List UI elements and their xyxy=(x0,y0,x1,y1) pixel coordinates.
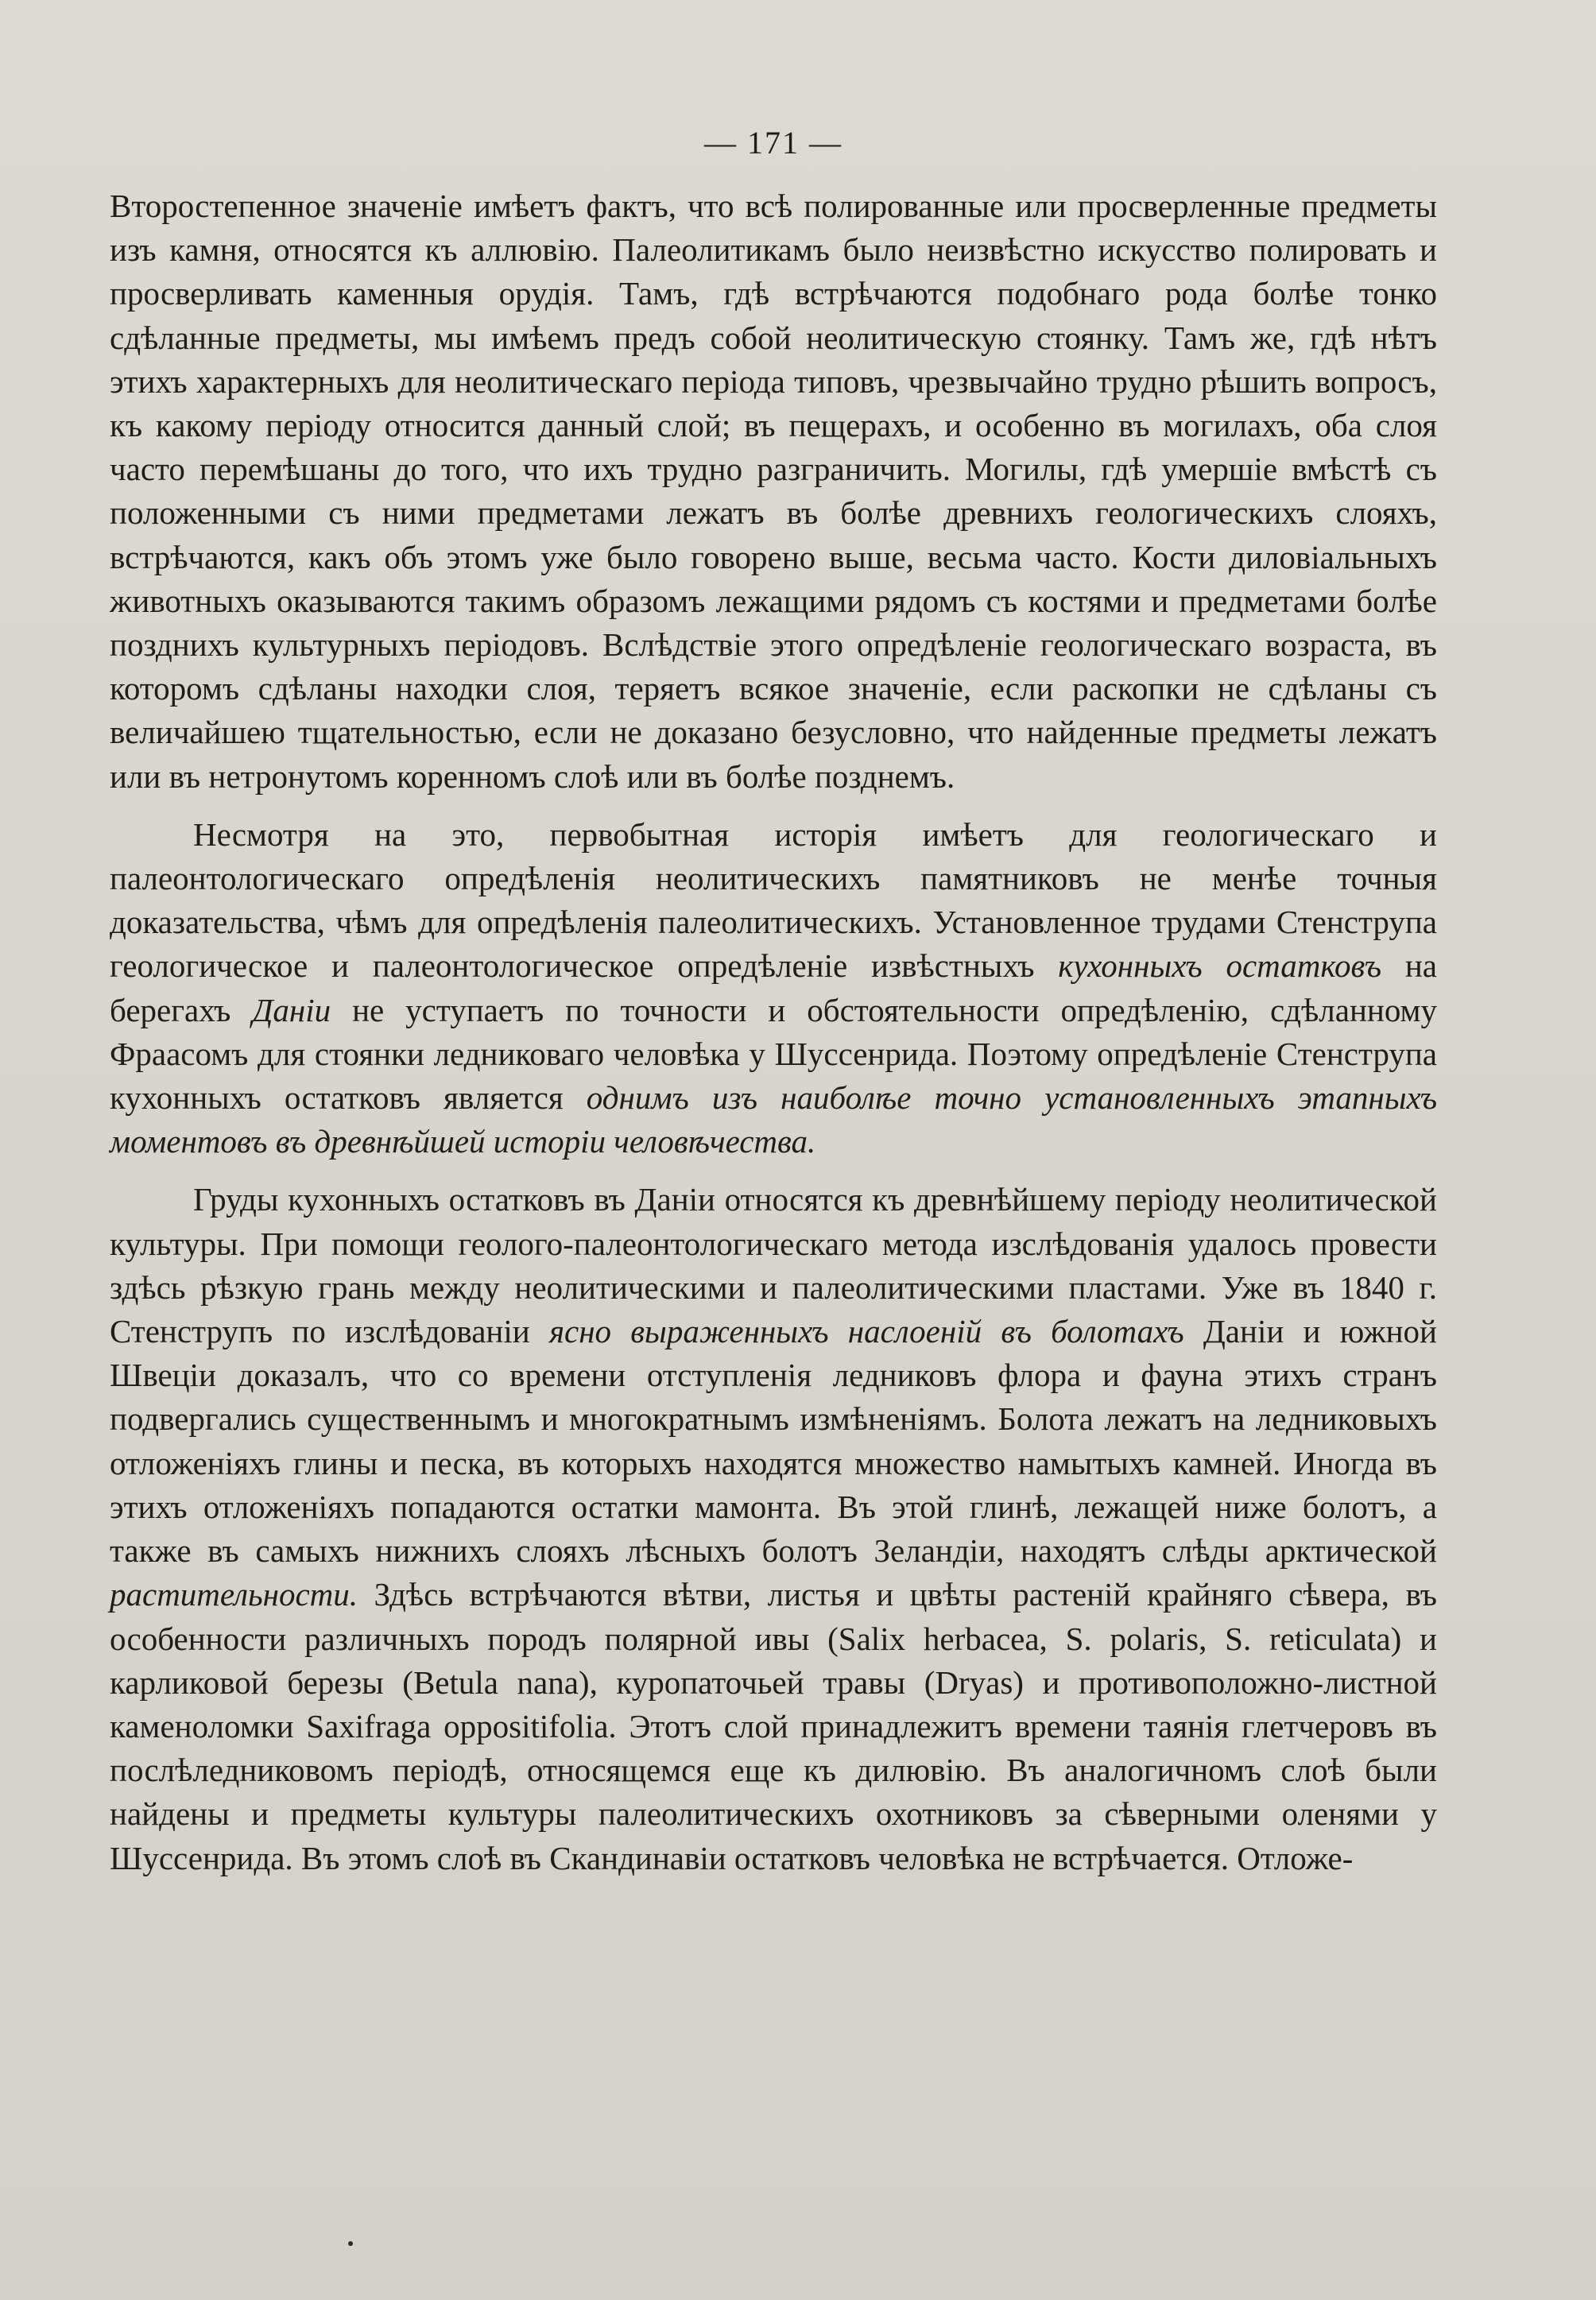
paragraph xyxy=(110,1178,1437,1880)
paragraph xyxy=(110,813,1437,1164)
text-run: Несмотря на это, первобытная исторія имѣетъ для геологическаго и палеонтологическаго опредѣленія неолитическихъ памятниковъ не менѣе точныя доказательства, чѣмъ для опредѣленія палеолитическихъ. Установленное трудами Стенструпа геологическое и палеонтологическое опредѣленіе извѣстныхъ xyxy=(110,815,1437,985)
italic-text: растительности. xyxy=(110,1576,358,1613)
italic-text: ясно выраженныхъ наслоеній въ болотахъ xyxy=(548,1313,1184,1350)
italic-text: Даніи xyxy=(252,991,331,1028)
body-text xyxy=(110,184,1437,1880)
page-number: — 171 — xyxy=(704,125,843,161)
text-run: Даніи и южной Швеціи доказалъ, что со времени отступленія ледниковъ флора и фауна этихъ странъ подвергались существеннымъ и многократнымъ измѣненіямъ. Болота лежатъ на ледниковыхъ отложеніяхъ глины и песка, въ которыхъ находятся множество намытыхъ камней. Иногда въ этихъ отложеніяхъ попадаются остатки мамонта. Въ этой глинѣ, лежащей ниже болотъ, а также въ самыхъ нижнихъ слояхъ лѣсныхъ болотъ Зеландіи, находятъ слѣды арктической xyxy=(110,1313,1438,1570)
italic-text: кухонныхъ остатковъ xyxy=(1058,947,1382,985)
paragraph xyxy=(110,184,1437,799)
text-run: на берегахъ xyxy=(110,947,1437,1028)
italic-text: однимъ изъ наиболѣе точно установленныхъ этапныхъ моментовъ въ древнѣйшей исторіи человѣчества. xyxy=(110,1079,1437,1160)
ink-speck xyxy=(348,2241,353,2246)
text-run: Здѣсь встрѣчаются вѣтви, листья и цвѣты растеній крайняго сѣвера, въ особенности различныхъ породъ полярной ивы (Salix herbacea, S. polaris, S. reticulata) и карликовой березы (Betula nana), куропаточьей травы (Dryas) и противоположно-листной каменоломки Saxifraga oppositifolia. Этотъ слой принадлежитъ времени таянія глетчеровъ въ послѣледниковомъ періодѣ, относящемся еще къ дилювію. Въ аналогичномъ слоѣ были найдены и предметы культуры палеолитическихъ охотниковъ за сѣверными оленями у Шуссенрида. Въ этомъ слоѣ въ Скандинавіи остатковъ человѣка не встрѣчается. Отложе- xyxy=(110,1576,1437,1876)
text-run: не уступаетъ по точности и обстоятельности опредѣленію, сдѣланному Фраасомъ для стоянки ледниковаго человѣка у Шуссенрида. Поэтому опредѣленіе Стенструпа кухонныхъ остатковъ является xyxy=(110,991,1437,1117)
text-run: Груды кухонныхъ остатковъ въ Даніи относятся къ древнѣйшему періоду неолитической культуры. При помощи геолого-палеонтологическаго метода изслѣдованія удалось провести здѣсь рѣзкую грань между неолитическими и палеолитическими пластами. Уже въ 1840 г. Стенструпъ по изслѣдованіи xyxy=(110,1181,1437,1350)
text-run: Второстепенное значеніе имѣетъ фактъ, что всѣ полированные или просверленные предметы изъ камня, относятся къ аллювію. Палеолитикамъ было неизвѣстно искусство полировать и просверливать каменныя орудія. Тамъ, гдѣ встрѣчаются подобнаго рода болѣе тонко сдѣланные предметы, мы имѣемъ предъ собой неолитическую стоянку. Тамъ же, гдѣ нѣтъ этихъ характерныхъ для неолитическаго періода типовъ, чрезвычайно трудно рѣшить вопросъ, къ какому періоду относится данный слой; въ пещерахъ, и особенно въ могилахъ, оба слоя часто перемѣшаны до того, что ихъ трудно разграничить. Могилы, гдѣ умершіе вмѣстѣ съ положенными съ ними предметами лежатъ въ болѣе древнихъ геологическихъ слояхъ, встрѣчаются, какъ объ этомъ уже было говорено выше, весьма часто. Кости диловіальныхъ животныхъ оказываются такимъ образомъ лежащими рядомъ съ костями и предметами болѣе позднихъ культурныхъ періодовъ. Вслѣдствіе этого опредѣленіе геологическаго возраста, въ которомъ сдѣланы находки слоя, теряетъ всякое значеніе, если раскопки не сдѣланы съ величайшею тщательностью, если не доказано безусловно, что найденные предметы лежатъ или въ нетронутомъ коренномъ слоѣ или въ болѣе позднемъ. xyxy=(110,188,1437,795)
